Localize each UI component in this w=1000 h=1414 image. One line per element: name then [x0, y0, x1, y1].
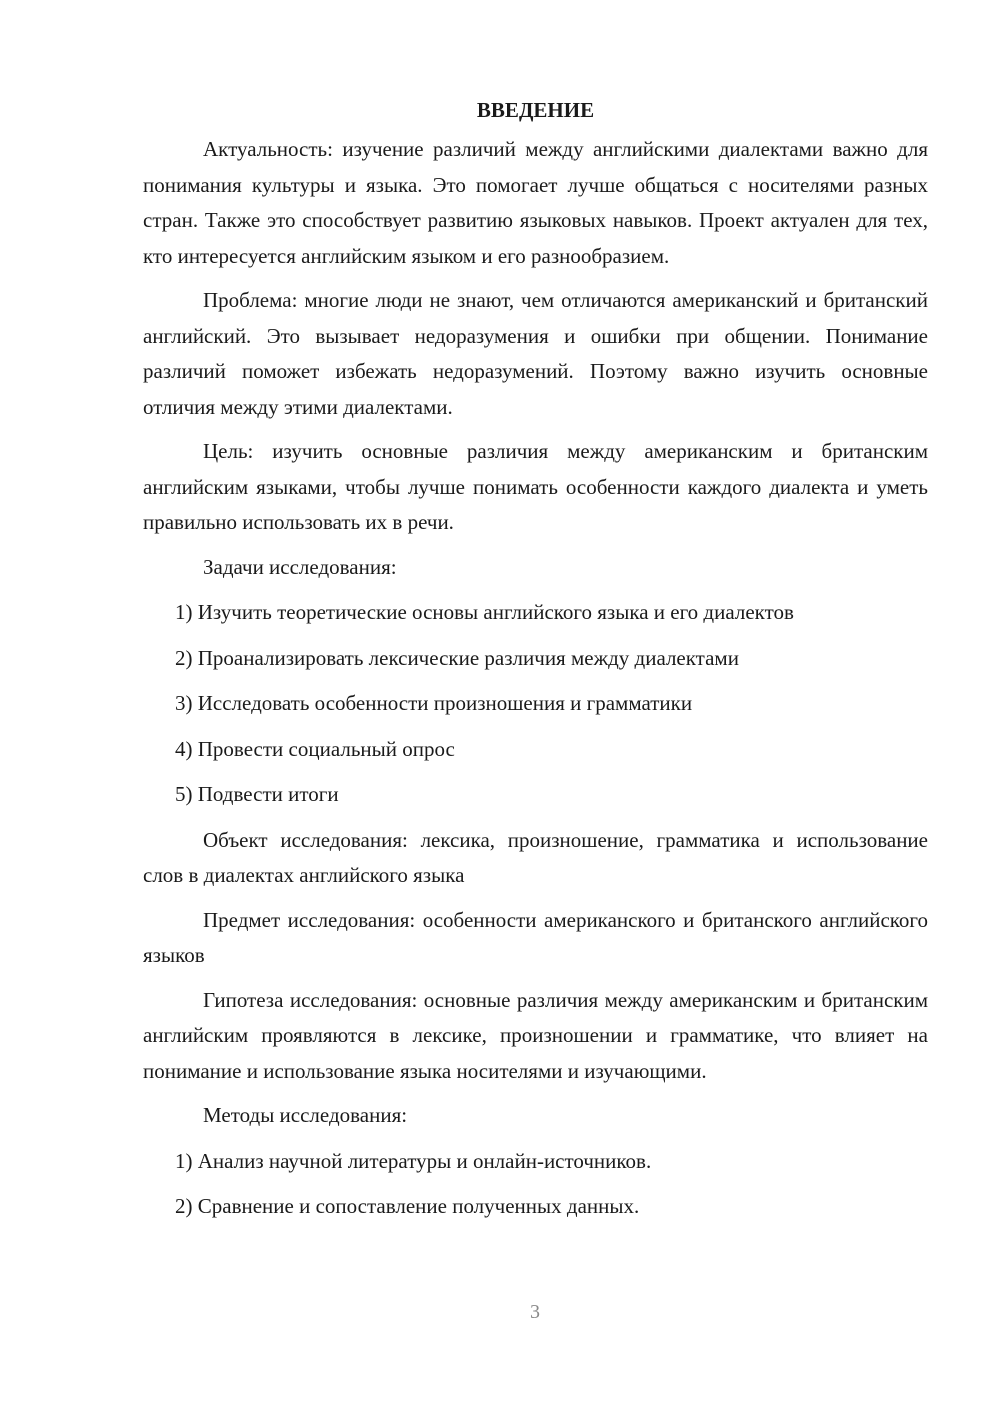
task-item: 3) Исследовать особенности произношения и грамматики	[175, 691, 693, 715]
tasks-heading: Задачи исследования:	[203, 554, 397, 579]
task-item: 4) Провести социальный опрос	[175, 736, 455, 761]
methods-heading: Методы исследования:	[203, 1103, 408, 1127]
section-title: ВВЕДЕНИЕ	[476, 98, 595, 122]
document-page	[143, 92, 928, 1235]
page-number: 3	[530, 1301, 540, 1323]
methods-list	[143, 1144, 928, 1225]
task-item: 5) Подвести итоги	[175, 782, 339, 806]
subject-paragraph: Предмет исследования: особенности американского и британского английского языков	[143, 907, 928, 967]
task-item: 2) Проанализировать лексические различия между диалектами	[175, 645, 739, 670]
problem-paragraph: Проблема: многие люди не знают, чем отличаются американский и британский английский. Это вызывает недоразумения и ошибки при общении. Понимание различий поможет избежать недоразумений. Поэтому важно изучить основные отличия между этими диалектами.	[143, 288, 928, 419]
task-item: 1) Изучить теоретические основы английского языка и его диалектов	[175, 600, 794, 624]
method-item: 1) Анализ научной литературы и онлайн-источников.	[175, 1148, 652, 1173]
tasks-list	[143, 595, 928, 813]
method-item: 2) Сравнение и сопоставление полученных данных.	[175, 1194, 640, 1218]
goal-paragraph: Цель: изучить основные различия между американским и британским английским языками, чтобы лучше понимать особенности каждого диалекта и уметь правильно использовать их в речи.	[143, 439, 928, 534]
hypothesis-paragraph: Гипотеза исследования: основные различия между американским и британским английским проявляются в лексике, произношении и грамматике, что влияет на понимание и использование языка носителями и изучающими.	[143, 987, 928, 1083]
object-paragraph: Объект исследования: лексика, произношение, грамматика и использование слов в диалектах английского языка	[143, 827, 928, 887]
relevance-paragraph: Актуальность: изучение различий между английскими диалектами важно для понимания культуры и языка. Это помогает лучше общаться с носителями разных стран. Также это способствует развитию языковых навыков. Проект актуален для тех, кто интересуется английским языком и его разнообразием.	[143, 137, 928, 268]
